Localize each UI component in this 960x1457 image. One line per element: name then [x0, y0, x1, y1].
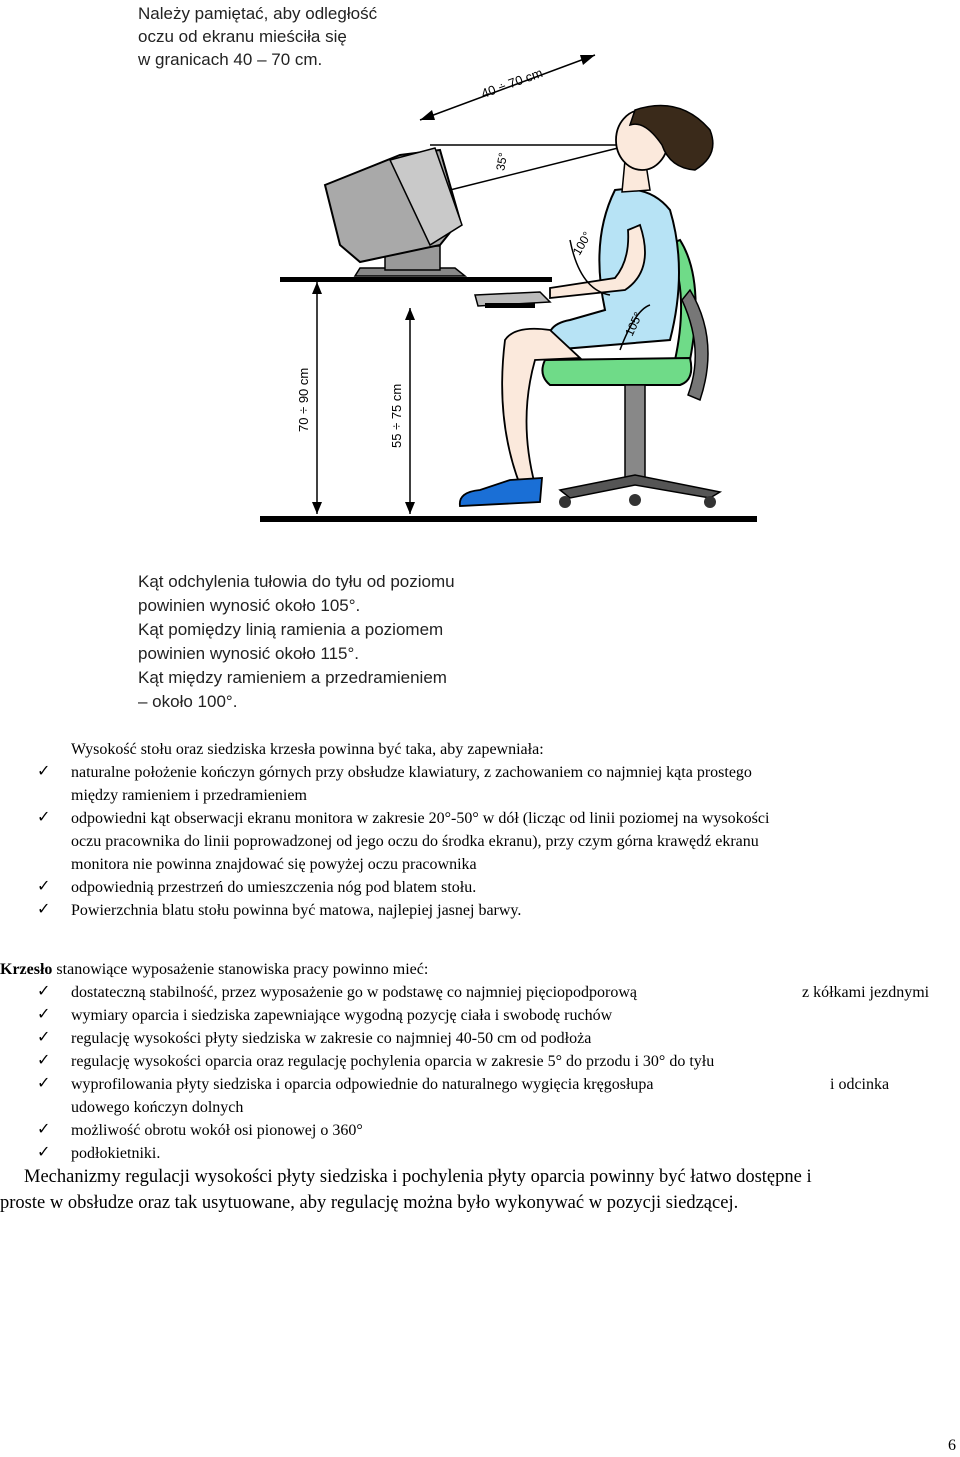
check-icon: ✓ [37, 1075, 51, 1092]
label-distance: 40 ÷ 70 cm [479, 65, 545, 102]
list-item: odpowiedni kąt obserwacji ekranu monitora w zakresie 20°-50° w dół (licząc od linii poziomej na wysokości [71, 810, 770, 827]
caption-line: Kąt odchylenia tułowia do tyłu od poziomu [138, 572, 455, 591]
chair-seat [542, 358, 691, 385]
section-chair-intro-bold: Krzesło [0, 961, 53, 978]
desk-top [280, 277, 552, 282]
list-item: naturalne położenie kończyn górnych przy obsłudze klawiatury, z zachowaniem co najmniej kąta prostego [71, 764, 752, 781]
list-item: podłokietniki. [71, 1145, 161, 1162]
label-angle-100: 100° [569, 229, 595, 258]
label-angle-105: 105° [622, 309, 646, 339]
check-icon: ✓ [37, 763, 51, 780]
list-item-cont: oczu pracownika do linii poprowadzonej od jego oczu do środka ekranu), przy czym górna krawędź ekranu [71, 833, 759, 850]
list-item: wymiary oparcia i siedziska zapewniające wygodną pozycję ciała i swobodę ruchów [71, 1007, 613, 1024]
list-item-cont: z kółkami jezdnymi [802, 984, 930, 1001]
list-item-cont: monitora nie powinna znajdować się powyżej oczu pracownika [71, 856, 477, 873]
caption-line: powinien wynosić około 115°. [138, 644, 359, 663]
list-item-cont: między ramieniem i przedramieniem [71, 787, 307, 804]
list-item: dostateczną stabilność, przez wyposażenie go w podstawę co najmniej pięciopodporową [71, 984, 638, 1001]
check-icon: ✓ [37, 1121, 51, 1138]
check-icon: ✓ [37, 1006, 51, 1023]
caption-line: Kąt między ramieniem a przedramieniem [138, 668, 447, 687]
caption-line: oczu od ekranu mieściła się [138, 27, 347, 46]
list-item: regulację wysokości płyty siedziska w zakresie co najmniej 40-50 cm od podłoża [71, 1030, 592, 1047]
section-desk-intro: Wysokość stołu oraz siedziska krzesła powinna być taka, aby zapewniała: [71, 741, 544, 758]
list-item: możliwość obrotu wokół osi pionowej o 360° [71, 1122, 363, 1139]
caption-line: Należy pamiętać, aby odległość [138, 4, 378, 23]
woman-shoe [460, 478, 542, 506]
caption-line: Kąt pomiędzy linią ramienia a poziomem [138, 620, 444, 639]
list-item: regulację wysokości oparcia oraz regulację pochylenia oparcia w zakresie 5° do przodu i 30° do tyłu [71, 1053, 715, 1070]
caption-line: – około 100°. [138, 692, 238, 711]
floor-line [260, 516, 757, 522]
check-icon: ✓ [37, 809, 51, 826]
sight-line-angled [450, 145, 630, 190]
list-item: odpowiednią przestrzeń do umieszczenia nóg pod blatem stołu. [71, 879, 477, 896]
chair-base [560, 475, 720, 498]
list-item: wyprofilowania płyty siedziska i oparcia odpowiednie do naturalnego wygięcia kręgosłupa [71, 1076, 654, 1093]
list-item-cont: udowego kończyn dolnych [71, 1099, 244, 1116]
page-number: 6 [948, 1437, 956, 1454]
section-chair-intro [0, 958, 428, 981]
label-angle-35: 35° [493, 151, 511, 172]
check-icon: ✓ [37, 983, 51, 1000]
check-icon: ✓ [37, 901, 51, 918]
label-height-seat: 55 ÷ 75 cm [389, 383, 404, 448]
check-icon: ✓ [37, 1052, 51, 1069]
section-chair-intro-rest: stanowiące wyposażenie stanowiska pracy powinno mieć: [52, 961, 429, 978]
caption-line: w granicach 40 – 70 cm. [138, 50, 323, 69]
ergonomic-workstation-illustration [250, 40, 770, 540]
chair-column [625, 385, 645, 480]
woman-leg [502, 329, 580, 485]
label-height-desk: 70 ÷ 90 cm [296, 367, 311, 432]
check-icon: ✓ [37, 1029, 51, 1046]
list-item: Powierzchnia blatu stołu powinna być matowa, najlepiej jasnej barwy. [71, 902, 522, 919]
list-item-cont: i odcinka [830, 1076, 890, 1093]
check-icon: ✓ [37, 1144, 51, 1161]
closing-paragraph-line: proste w obsłudze oraz tak usytuowane, aby regulację można było wykonywać w pozycji siedzącej. [0, 1193, 739, 1213]
woman-torso [548, 189, 679, 350]
check-icon: ✓ [37, 878, 51, 895]
caption-line: powinien wynosić około 105°. [138, 596, 361, 615]
closing-paragraph-line: Mechanizmy regulacji wysokości płyty siedziska i pochylenia płyty oparcia powinny być łatwo dostępne i [24, 1167, 812, 1187]
caption-angles [138, 570, 455, 714]
